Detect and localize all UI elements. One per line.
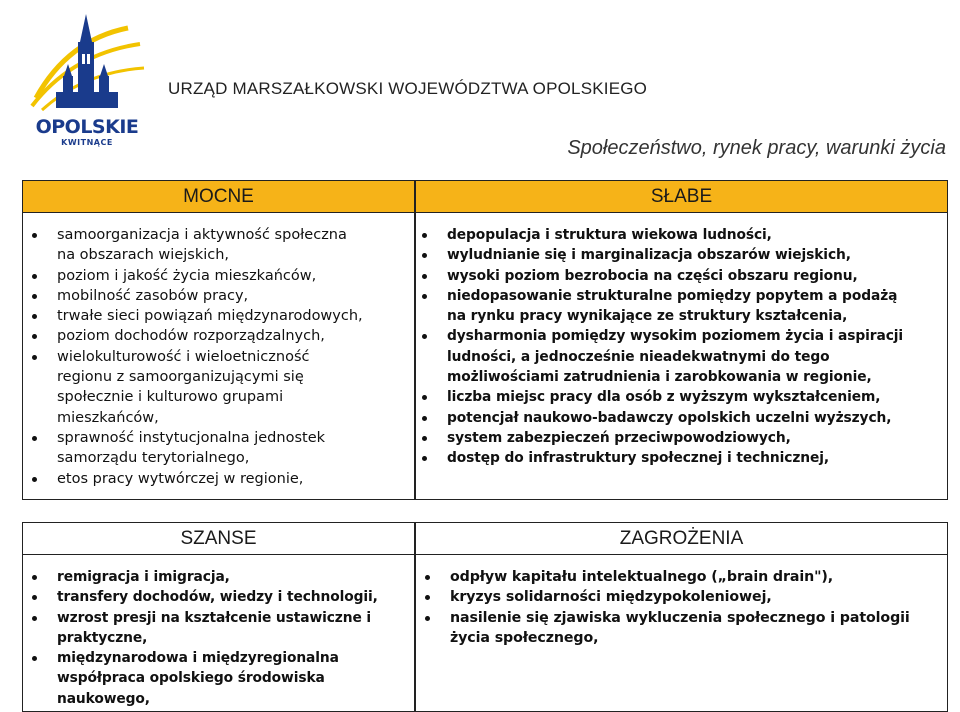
list-item-text: wyludnianie się i marginalizacja obszarów wiejskich, — [447, 247, 851, 264]
bullet-icon — [32, 274, 37, 279]
list-item-text: regionu z samoorganizującymi się — [57, 369, 304, 386]
logo-subtext: KWITNĄCE — [61, 138, 113, 147]
bullet-icon — [32, 355, 37, 360]
list-item — [419, 266, 903, 286]
bullet-icon — [422, 233, 427, 238]
list-item-text: system zabezpieczeń przeciwpowodziowych, — [447, 429, 791, 446]
list-item-text: międzynarodowa i międzyregionalna — [57, 650, 339, 667]
list-item-text: współpraca opolskiego środowiska — [57, 670, 325, 687]
list-item-continuation — [29, 448, 363, 468]
cell-mocne-title: MOCNE — [23, 181, 414, 213]
cell-szanse-title: SZANSE — [23, 523, 414, 555]
bullet-icon — [32, 436, 37, 441]
list-item — [419, 286, 903, 306]
list-item — [29, 347, 363, 367]
list-item-continuation — [422, 628, 910, 648]
list-item-continuation — [419, 306, 903, 326]
list-item-continuation — [29, 245, 363, 265]
list-item — [29, 266, 363, 286]
list-item-text: poziom i jakość życia mieszkańców, — [57, 267, 317, 284]
list-item-text: dostęp do infrastruktury społecznej i technicznej, — [447, 450, 830, 467]
list-item — [29, 286, 363, 306]
list-item-text: wielokulturowość i wieloetniczność — [57, 348, 310, 365]
bullet-icon — [32, 314, 37, 319]
list-item — [422, 608, 910, 628]
list-item — [419, 408, 903, 428]
list-item-text: trwałe sieci powiązań międzynarodowych, — [57, 308, 363, 325]
list-item — [29, 608, 378, 628]
list-item — [29, 428, 363, 448]
list-item-continuation — [29, 668, 378, 688]
bullet-icon — [422, 274, 427, 279]
bullet-icon — [32, 477, 37, 482]
list-item — [29, 326, 363, 346]
list-item — [422, 587, 910, 607]
list-item-text: na obszarach wiejskich, — [57, 247, 230, 264]
bullet-icon — [422, 436, 427, 441]
list-item-continuation — [29, 408, 363, 428]
list-item-text: dysharmonia pomiędzy wysokim poziomem życia i aspiracji — [447, 328, 904, 345]
list-item-continuation — [29, 367, 363, 387]
list-item-text: etos pracy wytwórczej w regionie, — [57, 470, 304, 487]
bullet-icon — [425, 595, 430, 600]
list-item-text: samorządu terytorialnego, — [57, 450, 250, 467]
logo-text: OPOLSKIE — [35, 116, 139, 138]
list-item-text: kryzys solidarności międzypokoleniowej, — [450, 589, 772, 606]
list-item-continuation — [29, 689, 378, 709]
list-item-text: mieszkańców, — [57, 409, 159, 426]
list-item — [419, 448, 903, 468]
cathedral-logo-icon — [28, 10, 146, 118]
cell-zagrozenia-title: ZAGROŻENIA — [416, 523, 947, 555]
cell-mocne — [22, 180, 415, 500]
cell-zagrozenia — [415, 522, 948, 712]
bullet-icon — [425, 575, 430, 580]
list-item-text: niedopasowanie strukturalne pomiędzy popytem a podażą — [447, 287, 898, 304]
cell-szanse — [22, 522, 415, 712]
list-item-text: społecznie i kulturowo grupami — [57, 389, 284, 406]
bullet-icon — [32, 616, 37, 621]
list-item-text: ludności, a jednocześnie nieadekwatnymi do tego — [447, 348, 830, 365]
list-item-text: praktyczne, — [57, 629, 148, 646]
list-item-continuation — [29, 387, 363, 407]
slabe-list — [419, 225, 903, 469]
logo — [28, 10, 146, 150]
bullet-icon — [32, 595, 37, 600]
list-item-text: odpływ kapitału intelektualnego („brain drain"), — [450, 569, 834, 585]
bullet-icon — [32, 575, 37, 580]
list-item-text: mobilność zasobów pracy, — [57, 287, 249, 304]
mocne-list — [29, 225, 363, 489]
list-item-text: depopulacja i struktura wiekowa ludności, — [447, 227, 772, 243]
bullet-icon — [32, 233, 37, 238]
list-item-continuation — [419, 367, 903, 387]
page-subtitle: Społeczeństwo, rynek pracy, warunki życia — [567, 137, 946, 159]
szanse-list — [29, 567, 378, 709]
list-item-text: sprawność instytucjonalna jednostek — [57, 429, 326, 446]
bullet-icon — [422, 416, 427, 421]
bullet-icon — [422, 253, 427, 258]
list-item-text: remigracja i imigracja, — [57, 569, 230, 585]
list-item — [29, 587, 378, 607]
bullet-icon — [32, 334, 37, 339]
list-item — [419, 225, 903, 245]
list-item-text: naukowego, — [57, 690, 150, 707]
list-item — [29, 648, 378, 668]
bullet-icon — [32, 656, 37, 661]
bullet-icon — [422, 334, 427, 339]
bullet-icon — [422, 395, 427, 400]
list-item — [419, 326, 903, 346]
cell-slabe — [415, 180, 948, 500]
list-item — [422, 567, 910, 587]
list-item — [29, 567, 378, 587]
list-item-text: nasilenie się zjawiska wykluczenia społecznego i patologii — [450, 609, 910, 626]
list-item-text: życia społecznego, — [450, 629, 599, 646]
list-item — [29, 225, 363, 245]
cell-slabe-title: SŁABE — [416, 181, 947, 213]
list-item-text: samoorganizacja i aktywność społeczna — [57, 227, 347, 243]
list-item-text: potencjał naukowo-badawczy opolskich uczelni wyższych, — [447, 409, 892, 426]
list-item-text: możliwościami zatrudnienia i zarobkowania w regionie, — [447, 369, 872, 386]
list-item-text: na rynku pracy wynikające ze struktury kształcenia, — [447, 308, 848, 325]
bullet-icon — [422, 294, 427, 299]
list-item-text: poziom dochodów rozporządzalnych, — [57, 328, 325, 345]
list-item-text: transfery dochodów, wiedzy i technologii, — [57, 589, 378, 606]
list-item-text: wysoki poziom bezrobocia na części obszaru regionu, — [447, 267, 858, 284]
list-item — [29, 306, 363, 326]
list-item-continuation — [29, 628, 378, 648]
office-name: URZĄD MARSZAŁKOWSKI WOJEWÓDZTWA OPOLSKIEGO — [168, 79, 648, 98]
bullet-icon — [32, 294, 37, 299]
zagrozenia-list — [422, 567, 910, 648]
list-item — [419, 387, 903, 407]
bullet-icon — [425, 616, 430, 621]
list-item — [29, 469, 363, 489]
list-item — [419, 428, 903, 448]
list-item-continuation — [419, 347, 903, 367]
list-item-text: liczba miejsc pracy dla osób z wyższym wykształceniem, — [447, 389, 881, 406]
bullet-icon — [422, 456, 427, 461]
list-item — [419, 245, 903, 265]
list-item-text: wzrost presji na kształcenie ustawiczne i — [57, 609, 372, 626]
